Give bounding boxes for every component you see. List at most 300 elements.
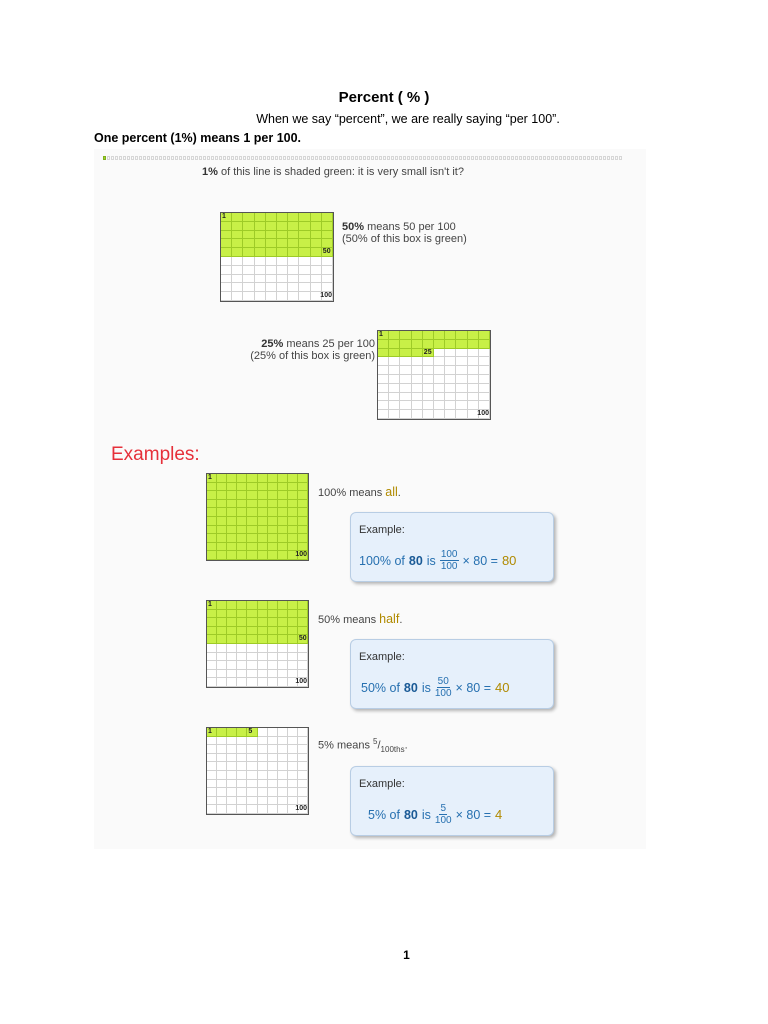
- grid-cell: [277, 275, 288, 284]
- grid-cell: [207, 780, 217, 789]
- grid-cell: [232, 213, 243, 222]
- grid-cell: [255, 275, 266, 284]
- grid-cell: [278, 670, 288, 679]
- grid-cell: [227, 788, 237, 797]
- grid-cell: [207, 517, 217, 526]
- grid-cell: [217, 780, 227, 789]
- line-cell: [239, 156, 242, 160]
- grid-cell: [299, 231, 310, 240]
- line-cell: [391, 156, 394, 160]
- line-cell: [507, 156, 510, 160]
- grid-cell: [227, 526, 237, 535]
- grid-cell: [468, 366, 479, 375]
- line-cell: [159, 156, 162, 160]
- twentyfive-caption: 25% means 25 per 100 (25% of this box is green): [250, 338, 375, 362]
- grid-cell: [268, 661, 278, 670]
- line-cell: [263, 156, 266, 160]
- grid-cell: [378, 366, 389, 375]
- grid-cell: [247, 551, 257, 560]
- line-cell: [383, 156, 386, 160]
- line-cell: [423, 156, 426, 160]
- grid-cell: [268, 635, 278, 644]
- line-cell: [479, 156, 482, 160]
- line-cell: [327, 156, 330, 160]
- line-cell: [167, 156, 170, 160]
- grid-cell: [258, 788, 268, 797]
- grid-cell: [237, 474, 247, 483]
- grid-cell: [247, 491, 257, 500]
- line-cell: [399, 156, 402, 160]
- grid-cell: [479, 340, 490, 349]
- grid-cell: [258, 780, 268, 789]
- line-cell: [595, 156, 598, 160]
- grid-cell: [277, 231, 288, 240]
- grid-cell: [232, 231, 243, 240]
- grid-cell: [268, 543, 278, 552]
- grid-cell: [468, 331, 479, 340]
- grid-cell: [258, 737, 268, 746]
- grid-cell: [232, 292, 243, 301]
- grid-cell: [258, 534, 268, 543]
- grid-cell: [268, 534, 278, 543]
- grid-cell: [258, 644, 268, 653]
- grid-cell: [247, 788, 257, 797]
- grid-cell: [227, 534, 237, 543]
- grid-cell: [423, 366, 434, 375]
- grid-cell: [400, 349, 411, 358]
- grid-cell: [237, 500, 247, 509]
- grid-cell: [299, 239, 310, 248]
- line-cell: [211, 156, 214, 160]
- grid-cell: [288, 661, 298, 670]
- grid-cell: [266, 231, 277, 240]
- line-cell: [591, 156, 594, 160]
- grid-cell: [479, 393, 490, 402]
- grid-label: 25: [423, 348, 432, 356]
- grid-cell: [237, 534, 247, 543]
- line-cell: [351, 156, 354, 160]
- line-cell: [187, 156, 190, 160]
- grid-cell: [456, 349, 467, 358]
- grid-cell: [278, 610, 288, 619]
- line-cell: [195, 156, 198, 160]
- grid-cell: [288, 627, 298, 636]
- grid-cell: [268, 771, 278, 780]
- grid-cell: [268, 517, 278, 526]
- grid-cell: [288, 283, 299, 292]
- grid-cell: [288, 231, 299, 240]
- grid-cell: [227, 797, 237, 806]
- grid-cell: [412, 401, 423, 410]
- grid-cell: [278, 474, 288, 483]
- grid-cell: [247, 771, 257, 780]
- grid-cell: [423, 340, 434, 349]
- line-cell: [355, 156, 358, 160]
- grid-cell: [247, 780, 257, 789]
- grid-cell: [217, 771, 227, 780]
- grid-cell: [243, 222, 254, 231]
- grid-cell: [288, 635, 298, 644]
- line-cell: [543, 156, 546, 160]
- grid-label: 100: [295, 805, 307, 812]
- grid-cell: [227, 805, 237, 814]
- line-cell: [599, 156, 602, 160]
- grid-cell: [266, 283, 277, 292]
- grid-cell: [207, 653, 217, 662]
- line-cell: [347, 156, 350, 160]
- grid-cell: [258, 526, 268, 535]
- subtitle: When we say “percent”, we are really saying “per 100”.: [256, 112, 560, 126]
- grid-cell: [298, 780, 308, 789]
- grid-cell: [221, 275, 232, 284]
- grid-cell: [412, 375, 423, 384]
- grid-cell: [278, 618, 288, 627]
- grid-cell: [247, 635, 257, 644]
- grid-cell: [268, 483, 278, 492]
- grid-cell: [221, 231, 232, 240]
- grid-cell: [456, 401, 467, 410]
- grid-label: 1: [208, 601, 212, 608]
- grid-cell: [237, 805, 247, 814]
- grid-cell: [255, 213, 266, 222]
- grid-cell: [298, 788, 308, 797]
- grid-cell: [468, 375, 479, 384]
- grid-cell: [288, 248, 299, 257]
- line-cell: [611, 156, 614, 160]
- grid-cell: [278, 635, 288, 644]
- grid-cell: [479, 349, 490, 358]
- grid-cell: [378, 393, 389, 402]
- grid-cell: [400, 410, 411, 419]
- grid-cell: [288, 474, 298, 483]
- grid-cell: [217, 551, 227, 560]
- grid-cell: [299, 292, 310, 301]
- line-cell: [315, 156, 318, 160]
- line-cell: [227, 156, 230, 160]
- grid-cell: [247, 754, 257, 763]
- grid-cell: [311, 257, 322, 266]
- grid-cell: [278, 543, 288, 552]
- grid-cell: [232, 248, 243, 257]
- grid-cell: [479, 410, 490, 419]
- line-cell: [515, 156, 518, 160]
- grid-cell: [247, 517, 257, 526]
- grid-cell: [232, 257, 243, 266]
- line-cell: [587, 156, 590, 160]
- grid-cell: [247, 678, 257, 687]
- grid-cell: [298, 635, 308, 644]
- grid-cell: [412, 384, 423, 393]
- grid-cell: [227, 728, 237, 737]
- grid-cell: [258, 551, 268, 560]
- grid-cell: [299, 266, 310, 275]
- grid-cell: [207, 610, 217, 619]
- grid-cell: [247, 543, 257, 552]
- grid-cell: [299, 222, 310, 231]
- line-cell: [283, 156, 286, 160]
- grid-cell: [288, 762, 298, 771]
- line-cell: [175, 156, 178, 160]
- grid-cell: [217, 745, 227, 754]
- grid-cell: [277, 239, 288, 248]
- grid-cell: [268, 491, 278, 500]
- grid-cell: [217, 627, 227, 636]
- grid-cell: [247, 526, 257, 535]
- line-cell: [207, 156, 210, 160]
- grid-cell: [237, 728, 247, 737]
- grid-cell: [298, 644, 308, 653]
- line-cell: [307, 156, 310, 160]
- line-cell: [571, 156, 574, 160]
- fifty-caption: 50% means 50 per 100 (50% of this box is green): [342, 221, 467, 245]
- line-cell: [451, 156, 454, 160]
- line-cell: [215, 156, 218, 160]
- intro-text: One percent (1%) means 1 per 100.: [94, 131, 302, 145]
- grid-cell: [247, 610, 257, 619]
- grid-cell: [311, 283, 322, 292]
- grid-cell: [400, 357, 411, 366]
- grid-cell: [479, 357, 490, 366]
- grid-cell: [266, 257, 277, 266]
- grid-cell: [445, 366, 456, 375]
- grid-cell: [445, 384, 456, 393]
- grid-cell: [389, 349, 400, 358]
- grid-cell: [268, 762, 278, 771]
- line-cell: [107, 156, 110, 160]
- grid-cell: [445, 375, 456, 384]
- grid-cell: [247, 728, 257, 737]
- grid-cell: [311, 239, 322, 248]
- grid-cell: [278, 551, 288, 560]
- line-cell: [139, 156, 142, 160]
- grid-cell: [247, 661, 257, 670]
- grid-cell: [412, 349, 423, 358]
- grid-cell: [423, 375, 434, 384]
- grid-cell: [227, 618, 237, 627]
- grid-cell: [221, 283, 232, 292]
- grid-cell: [268, 627, 278, 636]
- grid-cell: [255, 266, 266, 275]
- grid-cell: [217, 788, 227, 797]
- grid-cell: [258, 762, 268, 771]
- grid-cell: [258, 670, 268, 679]
- grid-cell: [445, 410, 456, 419]
- grid-cell: [243, 283, 254, 292]
- grid-cell: [445, 340, 456, 349]
- grid-cell: [227, 483, 237, 492]
- grid-cell: [456, 393, 467, 402]
- grid-cell: [258, 797, 268, 806]
- grid-cell: [227, 610, 237, 619]
- grid-cell: [456, 357, 467, 366]
- grid-cell: [268, 805, 278, 814]
- line-cell: [203, 156, 206, 160]
- grid-cell: [288, 745, 298, 754]
- line-cell: [487, 156, 490, 160]
- example-card-heading: Example:: [359, 778, 405, 790]
- line-cell: [191, 156, 194, 160]
- grid-cell: [207, 678, 217, 687]
- line-cell: [171, 156, 174, 160]
- hundred-grid-five: [206, 727, 309, 815]
- grid-cell: [227, 500, 237, 509]
- grid-cell: [207, 508, 217, 517]
- grid-cell: [268, 728, 278, 737]
- examples-heading: Examples:: [111, 444, 200, 465]
- grid-cell: [237, 754, 247, 763]
- grid-cell: [227, 474, 237, 483]
- line-cell: [523, 156, 526, 160]
- grid-cell: [400, 340, 411, 349]
- grid-cell: [258, 601, 268, 610]
- grid-cell: [299, 283, 310, 292]
- grid-cell: [378, 340, 389, 349]
- grid-cell: [266, 248, 277, 257]
- grid-cell: [217, 797, 227, 806]
- grid-cell: [255, 231, 266, 240]
- grid-cell: [298, 500, 308, 509]
- grid-cell: [217, 601, 227, 610]
- line-cell: [395, 156, 398, 160]
- grid-cell: [227, 491, 237, 500]
- line-cell: [415, 156, 418, 160]
- line-cell: [579, 156, 582, 160]
- grid-cell: [247, 483, 257, 492]
- grid-cell: [258, 805, 268, 814]
- grid-cell: [278, 653, 288, 662]
- grid-cell: [227, 653, 237, 662]
- line-cell: [419, 156, 422, 160]
- grid-cell: [258, 491, 268, 500]
- grid-cell: [479, 401, 490, 410]
- line-cell: [303, 156, 306, 160]
- grid-cell: [278, 737, 288, 746]
- grid-cell: [255, 283, 266, 292]
- grid-cell: [298, 771, 308, 780]
- grid-cell: [227, 551, 237, 560]
- grid-cell: [278, 491, 288, 500]
- grid-cell: [237, 644, 247, 653]
- grid-cell: [268, 508, 278, 517]
- line-cell: [287, 156, 290, 160]
- grid-cell: [247, 618, 257, 627]
- grid-cell: [298, 534, 308, 543]
- grid-cell: [237, 635, 247, 644]
- fraction: $\frac{100}{100}$: [440, 549, 458, 572]
- grid-cell: [434, 410, 445, 419]
- grid-cell: [389, 340, 400, 349]
- grid-cell: [468, 401, 479, 410]
- line-cell: [279, 156, 282, 160]
- grid-cell: [221, 222, 232, 231]
- line-cell: [127, 156, 130, 160]
- line-cell: [551, 156, 554, 160]
- line-cell: [459, 156, 462, 160]
- line-cell: [183, 156, 186, 160]
- grid-cell: [277, 213, 288, 222]
- grid-cell: [266, 266, 277, 275]
- grid-label: 1: [379, 331, 383, 338]
- grid-cell: [479, 375, 490, 384]
- grid-cell: [389, 393, 400, 402]
- line-cell: [251, 156, 254, 160]
- line-cell: [271, 156, 274, 160]
- grid-cell: [232, 283, 243, 292]
- grid-cell: [378, 349, 389, 358]
- line-cell: [299, 156, 302, 160]
- grid-cell: [268, 526, 278, 535]
- grid-cell: [217, 762, 227, 771]
- grid-cell: [237, 661, 247, 670]
- grid-cell: [258, 517, 268, 526]
- grid-cell: [247, 601, 257, 610]
- grid-cell: [243, 275, 254, 284]
- grid-cell: [255, 257, 266, 266]
- grid-cell: [295, 551, 308, 560]
- line-cell: [179, 156, 182, 160]
- line-cell: [143, 156, 146, 160]
- grid-cell: [278, 526, 288, 535]
- grid-cell: [258, 500, 268, 509]
- example-card-50: [350, 639, 554, 709]
- grid-cell: [322, 248, 333, 257]
- grid-cell: [378, 384, 389, 393]
- line-cell: [311, 156, 314, 160]
- grid-cell: [217, 474, 227, 483]
- grid-cell: [217, 526, 227, 535]
- grid-cell: [207, 745, 217, 754]
- grid-cell: [207, 483, 217, 492]
- grid-cell: [278, 627, 288, 636]
- grid-cell: [278, 500, 288, 509]
- grid-cell: [232, 266, 243, 275]
- grid-cell: [247, 762, 257, 771]
- line-cell: [319, 156, 322, 160]
- grid-cell: [400, 393, 411, 402]
- grid-cell: [400, 384, 411, 393]
- grid-cell: [298, 508, 308, 517]
- grid-cell: [277, 292, 288, 301]
- grid-cell: [288, 526, 298, 535]
- grid-cell: [207, 627, 217, 636]
- grid-cell: [227, 627, 237, 636]
- line-cell: [567, 156, 570, 160]
- grid-cell: [278, 788, 288, 797]
- example-equation: 5% of 80 is $\frac{5}{100}$ × 80 = 4: [368, 803, 503, 826]
- grid-cell: [237, 670, 247, 679]
- grid-cell: [217, 517, 227, 526]
- grid-cell: [412, 410, 423, 419]
- line-cell: [323, 156, 326, 160]
- line-cell: [499, 156, 502, 160]
- grid-cell: [277, 283, 288, 292]
- grid-cell: [268, 653, 278, 662]
- means-five-text: 5% means $^5/_{100ths}$.: [318, 737, 408, 754]
- grid-cell: [456, 366, 467, 375]
- grid-cell: [227, 670, 237, 679]
- grid-cell: [217, 661, 227, 670]
- line-cell: [503, 156, 506, 160]
- grid-cell: [278, 678, 288, 687]
- grid-cell: [322, 231, 333, 240]
- grid-cell: [268, 610, 278, 619]
- grid-cell: [207, 670, 217, 679]
- grid-cell: [468, 384, 479, 393]
- grid-cell: [207, 526, 217, 535]
- grid-cell: [217, 508, 227, 517]
- grid-cell: [258, 543, 268, 552]
- line-cell: [275, 156, 278, 160]
